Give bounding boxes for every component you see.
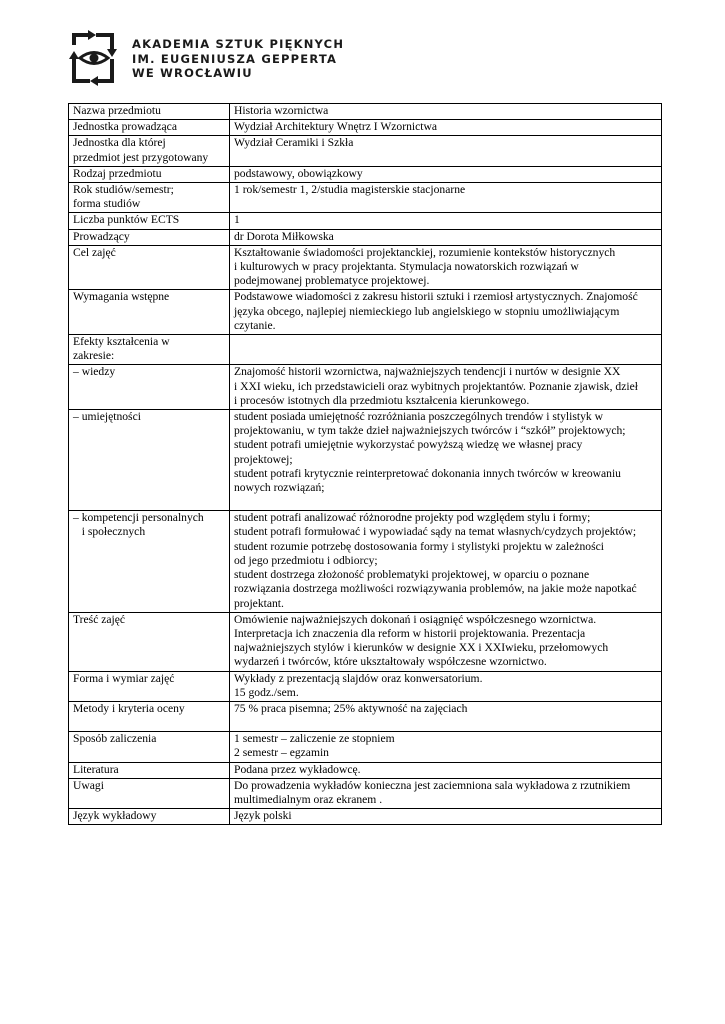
row-label-line: przedmiot jest przygotowany: [73, 150, 209, 164]
row-value-cell: [230, 732, 662, 762]
table-row: [69, 213, 662, 229]
row-label-line: Język wykładowy: [73, 809, 157, 823]
row-value-cell: [230, 809, 662, 825]
table-row: [69, 290, 662, 335]
table-row: [69, 229, 662, 245]
row-label-cell: [69, 762, 230, 778]
table-row: [69, 335, 662, 365]
row-value-line: od jego przedmiotu i odbiorcy;: [234, 553, 378, 567]
row-label-cell: [69, 612, 230, 671]
row-value-cell: [230, 120, 662, 136]
table-row: [69, 762, 662, 778]
table-row: [69, 365, 662, 410]
row-value-line: [234, 716, 657, 730]
row-label-cell: [69, 365, 230, 410]
row-label-cell: [69, 671, 230, 701]
row-value-line: student dostrzega złożoność problematyki projektowej, w oparciu o poznane: [234, 568, 590, 582]
row-value-cell: [230, 612, 662, 671]
row-value-line: Wydział Architektury Wnętrz I Wzornictwa: [234, 120, 437, 134]
row-value-line: Wydział Ceramiki i Szkła: [234, 136, 354, 150]
table-row: [69, 671, 662, 701]
row-label-line: Uwagi: [73, 778, 104, 792]
row-label-cell: [69, 410, 230, 511]
row-value-cell: [230, 778, 662, 808]
row-label-cell: [69, 701, 230, 731]
row-value-line: dr Dorota Miłkowska: [234, 229, 334, 243]
row-value-line: Do prowadzenia wykładów konieczna jest zaciemniona sala wykładowa z rzutnikiem: [234, 778, 631, 792]
institution-name-line: WE WROCŁAWIU: [132, 66, 253, 80]
row-value-line: rozwiązania dostrzega możliwości rozwiązywania problemów, na jakie może napotkać: [234, 582, 637, 596]
row-value-cell: [230, 183, 662, 213]
row-label-line: – kompetencji personalnych: [73, 511, 204, 525]
row-label-line: Efekty kształcenia w: [73, 335, 170, 349]
institution-name: [132, 37, 344, 81]
row-value-line: student posiada umiejętność rozróżniania poszczególnych trendów i stylistyk w: [234, 410, 603, 424]
row-label-line: forma studiów: [73, 197, 141, 211]
row-value-cell: [230, 136, 662, 166]
row-value-line: języka obcego, najlepiej niemieckiego lub angielskiego w stopniu umożliwiającym: [234, 304, 620, 318]
row-value-cell: [230, 701, 662, 731]
row-value-line: nowych rozwiązań;: [234, 481, 325, 495]
row-value-line: student rozumie potrzebę dostosowania formy i stylistyki projektu w zależności: [234, 539, 604, 553]
row-value-line: Wykłady z prezentacją slajdów oraz konwersatorium.: [234, 671, 483, 685]
table-row: [69, 511, 662, 612]
table-row: [69, 410, 662, 511]
row-value-line: Omówienie najważniejszych dokonań i osiągnięć współczesnego wzornictwa.: [234, 612, 597, 626]
row-label-cell: [69, 120, 230, 136]
row-value-line: Podana przez wykładowcę.: [234, 762, 361, 776]
table-row: [69, 701, 662, 731]
row-label-cell: [69, 778, 230, 808]
row-value-line: najważniejszych stylów i kierunków w designie XX i XXIwieku, przełomowych: [234, 641, 609, 655]
table-row: [69, 136, 662, 166]
row-value-line: Interpretacja ich znaczenia dla reform w historii projektowania. Prezentacja: [234, 626, 586, 640]
row-value-cell: [230, 511, 662, 612]
row-value-cell: [230, 213, 662, 229]
row-label-line: Treść zajęć: [73, 612, 126, 626]
row-label-line: – umiejętności: [73, 410, 141, 424]
table-row: [69, 778, 662, 808]
row-value-line: 15 godz./sem.: [234, 685, 299, 699]
row-value-line: czytanie.: [234, 318, 276, 332]
row-value-line: multimedialnym oraz ekranem .: [234, 792, 383, 806]
institution-name-line: AKADEMIA SZTUK PIĘKNYCH: [132, 37, 345, 51]
row-value-line: 1 semestr – zaliczenie ze stopniem: [234, 732, 395, 746]
row-value-cell: [230, 104, 662, 120]
row-label-line: Jednostka prowadząca: [73, 120, 177, 134]
row-label-line: Wymagania wstępne: [73, 290, 170, 304]
row-value-line: podejmowanej problematyce projektowej.: [234, 274, 430, 288]
row-value-cell: [230, 229, 662, 245]
course-syllabus-table: [68, 103, 662, 825]
row-value-line: 2 semestr – egzamin: [234, 746, 329, 760]
row-value-line: [234, 495, 657, 509]
row-label-line: Rodzaj przedmiotu: [73, 166, 162, 180]
row-label-line: Liczba punktów ECTS: [73, 213, 180, 227]
row-value-line: 1 rok/semestr 1, 2/studia magisterskie stacjonarne: [234, 183, 466, 197]
row-label-cell: [69, 732, 230, 762]
row-label-cell: [69, 809, 230, 825]
row-value-cell: [230, 671, 662, 701]
row-label-cell: [69, 104, 230, 120]
row-value-line: Język polski: [234, 809, 292, 823]
row-label-cell: [69, 136, 230, 166]
institution-name-line: IM. EUGENIUSZA GEPPERTA: [132, 51, 338, 66]
row-label-line: Metody i kryteria oceny: [73, 701, 185, 715]
row-label-cell: [69, 511, 230, 612]
row-label-cell: [69, 183, 230, 213]
syllabus-table-body: [69, 104, 662, 825]
row-value-cell: [230, 166, 662, 182]
row-label-line: Nazwa przedmiotu: [73, 104, 161, 117]
row-label-line: Sposób zaliczenia: [73, 732, 157, 746]
row-value-cell: [230, 245, 662, 290]
table-row: [69, 104, 662, 120]
row-label-line: Literatura: [73, 762, 119, 776]
row-value-line: 1: [234, 213, 240, 227]
row-value-line: Historia wzornictwa: [234, 104, 329, 117]
table-row: [69, 732, 662, 762]
table-row: [69, 183, 662, 213]
document-header: [68, 29, 488, 93]
row-value-cell: [230, 365, 662, 410]
row-value-line: i XXI wieku, ich przedstawicieli oraz wybitnych projektantów. Poznanie zjawisk, dzieł: [234, 379, 638, 393]
row-label-line: Prowadzący: [73, 229, 130, 243]
row-value-line: podstawowy, obowiązkowy: [234, 166, 363, 180]
row-label-cell: [69, 213, 230, 229]
row-value-cell: [230, 335, 662, 365]
row-label-line: Cel zajęć: [73, 245, 116, 259]
row-value-line: 75 % praca pisemna; 25% aktywność na zajęciach: [234, 701, 468, 715]
row-value-line: wydarzeń i twórców, które ukształtowały współczesne wzornictwo.: [234, 655, 547, 669]
row-value-cell: [230, 290, 662, 335]
row-label-cell: [69, 245, 230, 290]
row-label-line: zakresie:: [73, 349, 115, 363]
row-label-cell: [69, 290, 230, 335]
row-label-line: i społecznych: [73, 525, 146, 539]
row-value-cell: [230, 762, 662, 778]
row-label-line: Forma i wymiar zajęć: [73, 671, 175, 685]
row-label-cell: [69, 335, 230, 365]
row-label-cell: [69, 166, 230, 182]
row-value-cell: [230, 410, 662, 511]
row-label-line: Jednostka dla której: [73, 136, 166, 150]
table-row: [69, 245, 662, 290]
row-value-line: Kształtowanie świadomości projektanckiej, rozumienie kontekstów historycznych: [234, 245, 616, 259]
row-value-line: Podstawowe wiadomości z zakresu historii sztuki i rzemiosł artystycznych. Znajomość: [234, 290, 638, 304]
table-row: [69, 166, 662, 182]
row-value-line: projektowej;: [234, 452, 293, 466]
row-value-line: projektant.: [234, 596, 284, 610]
table-row: [69, 120, 662, 136]
row-value-line: Znajomość historii wzornictwa, najważniejszych tendencji i nurtów w designie XX: [234, 365, 621, 379]
row-value-line: student potrafi analizować różnorodne projekty pod względem stylu i formy;: [234, 511, 591, 525]
row-value-line: projektowaniu, w tym także dzieł najważniejszych twórców i “szkół” projektowych;: [234, 424, 626, 438]
table-row: [69, 612, 662, 671]
row-label-line: – wiedzy: [73, 365, 116, 379]
row-value-line: i procesów istotnych dla przedmiotu kształcenia kierunkowego.: [234, 393, 530, 407]
row-value-line: student potrafi krytycznie reinterpretować dokonania innych twórców w kreowaniu: [234, 466, 621, 480]
table-row: [69, 809, 662, 825]
row-label-cell: [69, 229, 230, 245]
row-value-line: i kulturowych w pracy projektanta. Stymulacja nowatorskich rozwiązań w: [234, 260, 579, 274]
row-value-line: student potrafi umiejętnie wykorzystać powyższą wiedzę we własnej pracy: [234, 438, 583, 452]
row-value-line: student potrafi formułować i wypowiadać sądy na temat własnych/cydzych projektów;: [234, 525, 637, 539]
academy-logo-icon: [68, 29, 120, 89]
row-label-line: Rok studiów/semestr;: [73, 183, 174, 197]
